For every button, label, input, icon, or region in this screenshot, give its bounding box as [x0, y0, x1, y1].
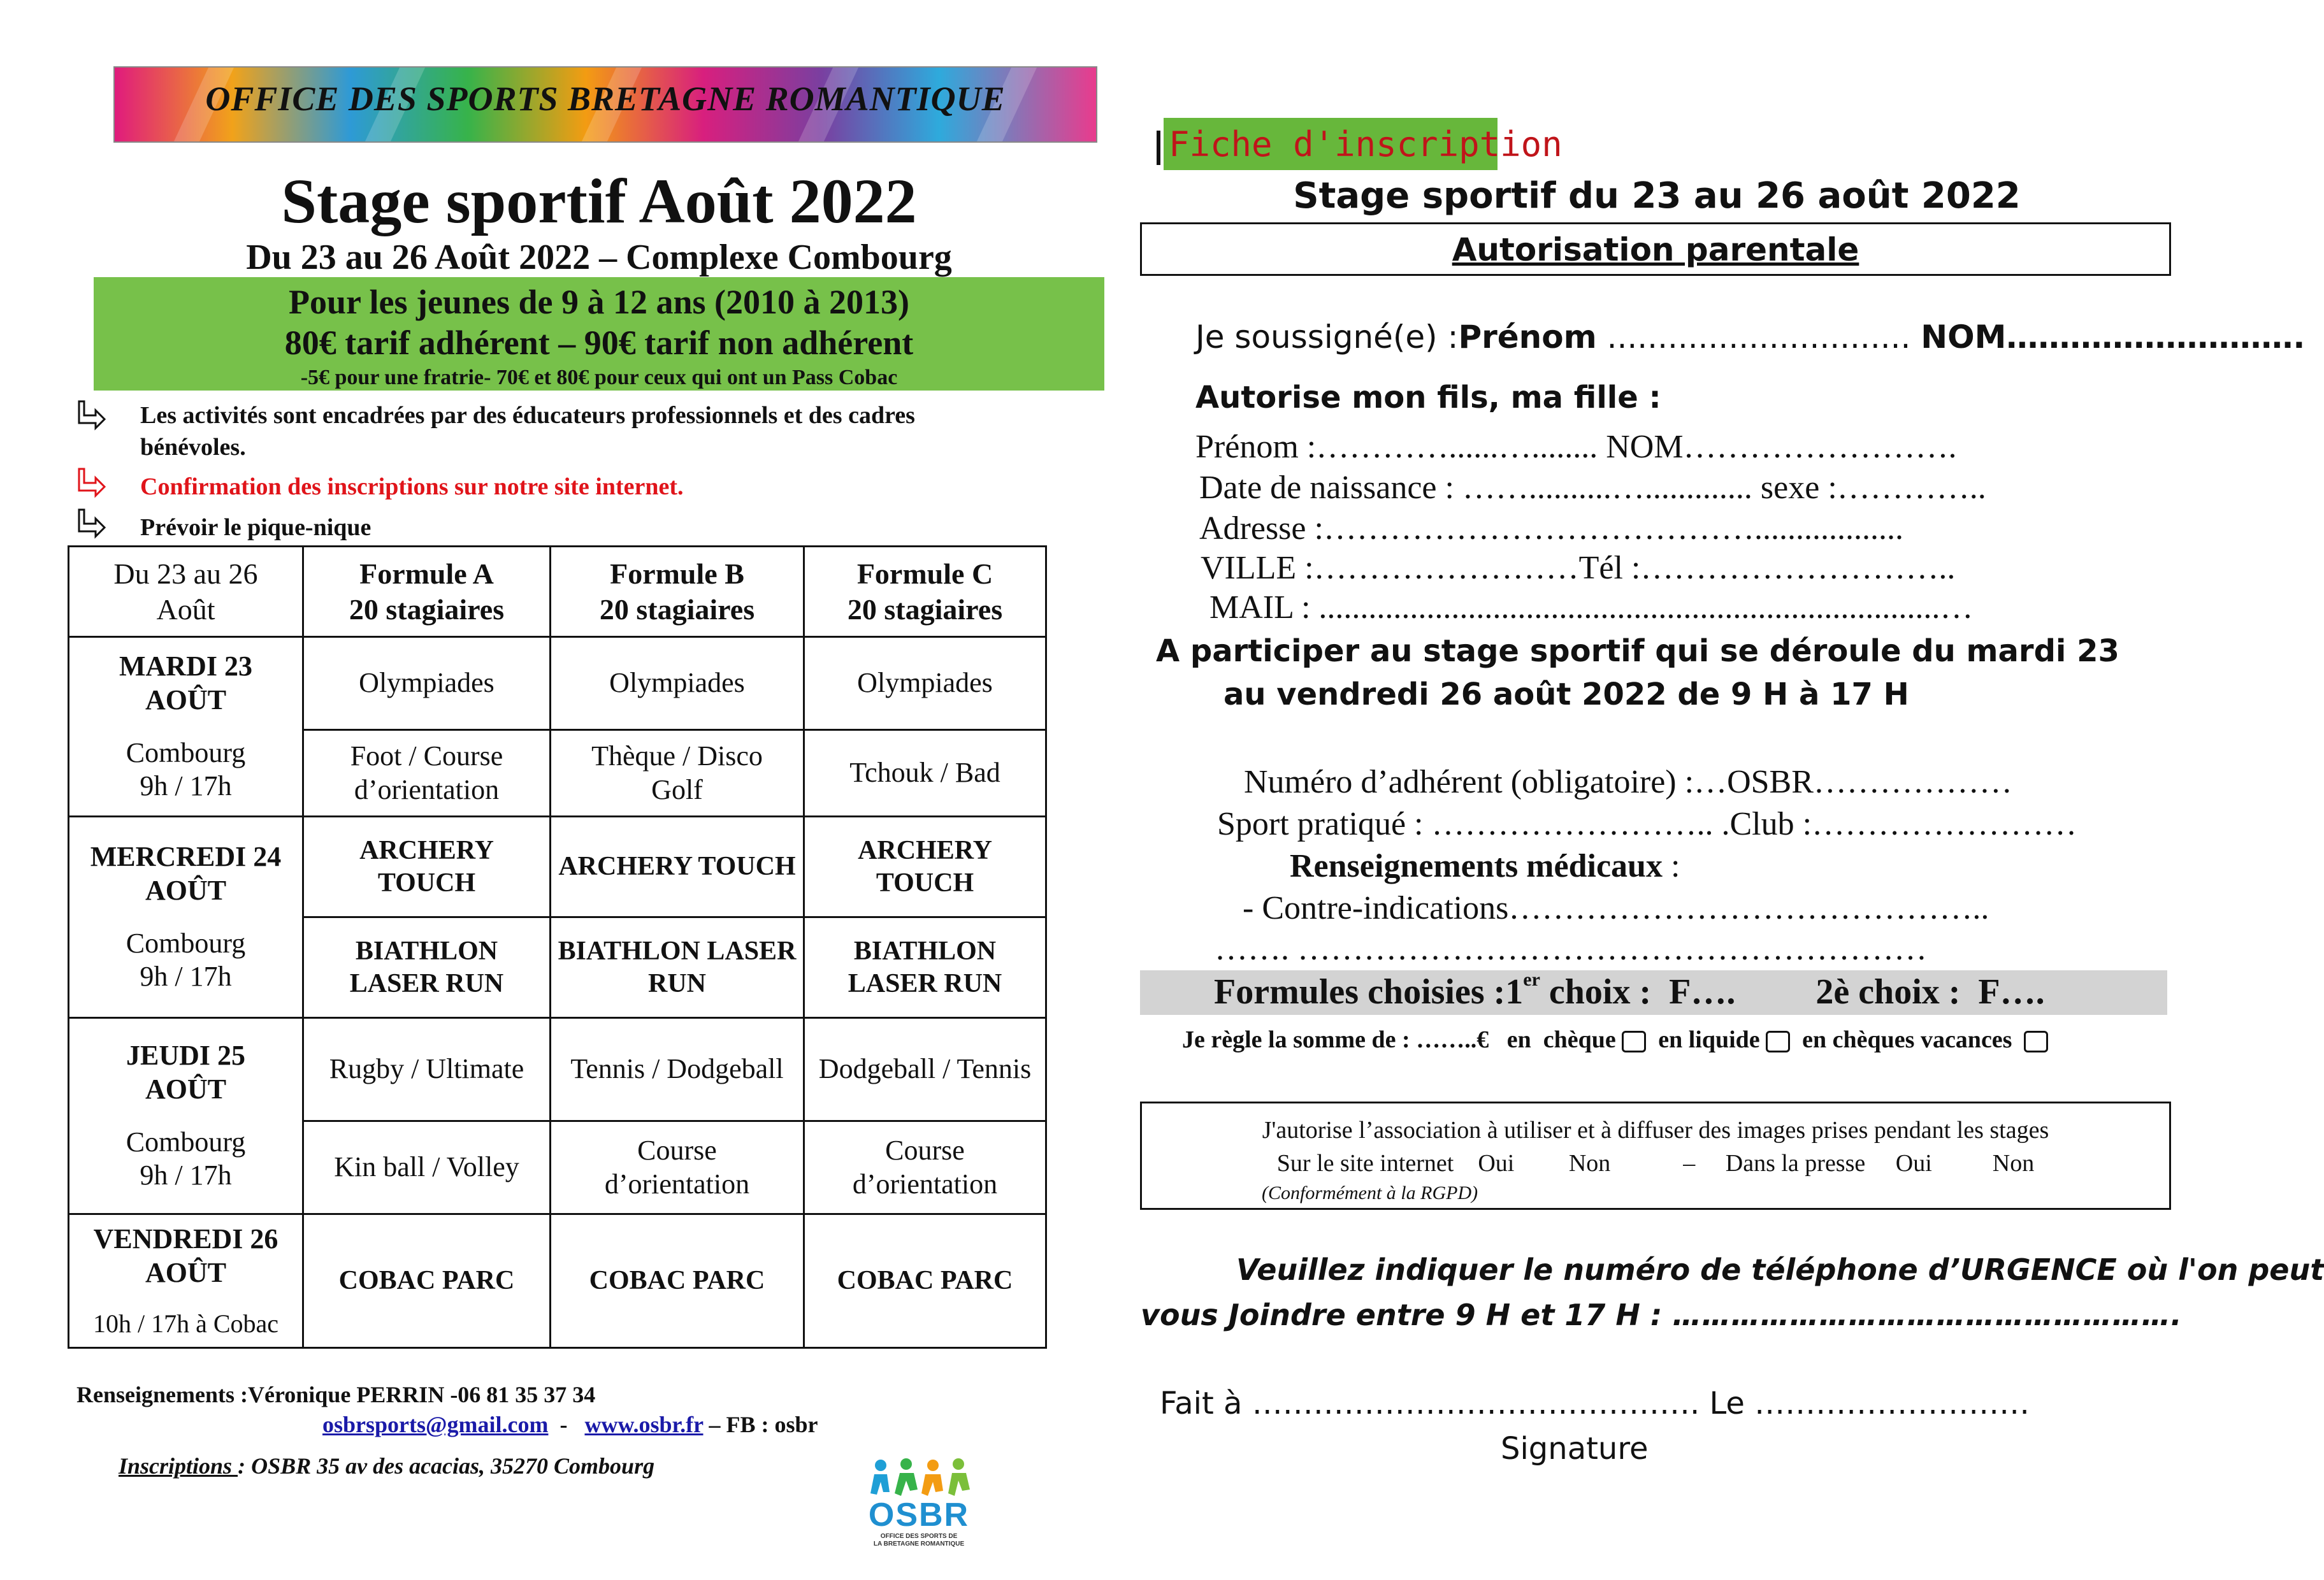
corner-line: Août	[156, 592, 215, 626]
arrow-bullet-icon	[75, 507, 107, 539]
firstname-field[interactable]: ..............................	[1596, 319, 1921, 356]
note-text-confirmation: Confirmation des inscriptions sur notre site internet.	[140, 473, 684, 500]
activity-line: BIATHLON LASER	[558, 937, 797, 966]
logo-tagline: LA BRETAGNE ROMANTIQUE	[873, 1540, 965, 1548]
text-cursor-mark	[1157, 131, 1160, 165]
table-row	[69, 637, 1046, 730]
lastname-field[interactable]: NOM……………………….	[1921, 319, 2306, 356]
inscription-text: : OSBR 35 av des acacias, 35270 Combourg	[238, 1453, 655, 1479]
signature-label: Signature	[1501, 1431, 1649, 1467]
day-name: VENDREDI 26	[93, 1223, 278, 1254]
cash-label: en liquide	[1646, 1026, 1766, 1053]
day-cell	[69, 1214, 303, 1348]
medical-heading	[1290, 847, 1680, 885]
vouchers-payment-checkbox[interactable]	[2024, 1031, 2048, 1052]
activity-line: d’orientation	[604, 1168, 750, 1200]
day-place: Combourg	[126, 1126, 246, 1158]
activity-cell: Olympiades	[804, 637, 1046, 730]
pricing-box	[94, 277, 1104, 391]
place-date-field[interactable]: Fait à ………………………….…………. Le ………………………	[1160, 1386, 2030, 1421]
day-cell	[69, 1018, 303, 1214]
logo-text: OSBR	[868, 1497, 970, 1533]
emergency-instruction: Veuillez indiquer le numéro de téléphone d’URGENCE où l'on peut	[1236, 1253, 2324, 1287]
activity-line: Kin ball / Volley	[334, 1151, 519, 1183]
pricing-age: Pour les jeunes de 9 à 12 ans (2010 à 2013)	[288, 283, 909, 321]
day-cell	[69, 817, 303, 1018]
activity-cell	[804, 1121, 1046, 1214]
vouchers-label: en chèques vacances	[1790, 1026, 2024, 1053]
arrow-bullet-icon	[75, 399, 107, 431]
sport-club-field[interactable]: Sport pratiqué : …………………….. .Club :……………………	[1217, 806, 2077, 842]
formulas-label: Formules choisies :1	[1214, 972, 1524, 1012]
table-row	[69, 1214, 1046, 1348]
activity-cell: Tennis / Dodgeball	[551, 1018, 804, 1121]
table-corner-cell	[69, 547, 303, 637]
day-hours: 9h / 17h	[140, 961, 232, 993]
authorization-box	[1140, 222, 2171, 276]
activity-line: TOUCH	[377, 868, 476, 898]
formula-capacity: 20 stagiaires	[349, 592, 505, 626]
table-row	[69, 817, 1046, 917]
formula-capacity: 20 stagiaires	[847, 592, 1003, 626]
banner-title: OFFICE DES SPORTS BRETAGNE ROMANTIQUE	[205, 80, 1006, 118]
day-name: JEUDI 25	[126, 1039, 246, 1071]
activity-line: ARCHERY TOUCH	[558, 852, 796, 882]
activity-cell: Dodgeball / Tennis	[804, 1018, 1046, 1121]
activity-cell	[303, 730, 551, 817]
formulas-choices[interactable]: choix : F…. 2è choix : F….	[1540, 972, 2045, 1012]
formula-name: Formule B	[610, 557, 744, 591]
image-rights-text: J'autorise l’association à utiliser et à diffuser des images prises pendant les stages	[1262, 1117, 2049, 1144]
activity-line: Foot / Course	[350, 740, 503, 772]
activity-cell	[551, 917, 804, 1018]
formula-header	[804, 547, 1046, 637]
day-place: Combourg	[126, 736, 246, 768]
activity-cell	[804, 917, 1046, 1018]
member-number-field[interactable]: Numéro d’adhérent (obligatoire) :…OSBR………………	[1244, 764, 2012, 800]
activity-cell: Rugby / Ultimate	[303, 1018, 551, 1121]
day-month: AOÛT	[145, 1073, 227, 1105]
facebook-text: – FB : osbr	[703, 1412, 818, 1437]
activity-line: d’orientation	[354, 773, 500, 805]
signatory-label: Je soussigné(e) :	[1195, 319, 1459, 356]
authorize-label: Autorise mon fils, ma fille :	[1195, 380, 1661, 415]
activity-cell: Olympiades	[551, 637, 804, 730]
note-text-cont: bénévoles.	[140, 434, 246, 461]
birthdate-field[interactable]: Date de naissance : ……..........…............. sexe :…………..	[1199, 470, 1986, 506]
osbr-logo	[862, 1456, 976, 1549]
activity-line: BIATHLON	[853, 937, 997, 966]
formula-name: Formule C	[856, 557, 993, 591]
contraindications-field[interactable]: - Contre-indications……………………………………..	[1243, 890, 1989, 926]
formula-name: Formule A	[359, 557, 494, 591]
day-hours: 9h / 17h	[140, 1160, 232, 1191]
activity-cell	[804, 730, 1046, 817]
activity-cell	[303, 817, 551, 917]
medical-colon: :	[1662, 848, 1680, 884]
email-link[interactable]: osbrsports@gmail.com	[322, 1412, 549, 1437]
contact-links	[322, 1411, 818, 1438]
cash-payment-checkbox[interactable]	[1766, 1031, 1790, 1052]
page-subtitle: Du 23 au 26 Août 2022 – Complexe Combourg	[246, 238, 952, 277]
activity-cell	[804, 817, 1046, 917]
payment-line	[1182, 1026, 2048, 1054]
day-month: AOÛT	[145, 874, 227, 906]
table-header-row	[69, 547, 1046, 637]
activity-cell	[551, 730, 804, 817]
authorization-title: Autorisation parentale	[1452, 231, 1859, 268]
activity-line: Tchouk / Bad	[849, 757, 1000, 789]
activity-cell	[551, 1121, 804, 1214]
activity-line: LASER RUN	[349, 968, 504, 998]
formulas-superscript: er	[1523, 969, 1540, 990]
table-row	[69, 1018, 1046, 1121]
image-rights-options[interactable]: Sur le site internet Oui Non – Dans la presse Oui Non	[1276, 1150, 2035, 1177]
inscription-address	[119, 1453, 654, 1479]
day-month: AOÛT	[145, 1256, 227, 1288]
link-separator: -	[548, 1412, 585, 1437]
contact-info: Renseignements :Véronique PERRIN -06 81 35 37 34	[76, 1382, 596, 1407]
pricing-discounts: -5€ pour une fratrie- 70€ et 80€ pour ceux qui ont un Pass Cobac	[300, 366, 898, 389]
check-payment-checkbox[interactable]	[1622, 1031, 1646, 1052]
activity-line: Course	[637, 1134, 717, 1166]
activity-cell: COBAC PARC	[804, 1214, 1046, 1348]
corner-line: Du 23 au 26	[113, 557, 258, 591]
participation-dates: au vendredi 26 août 2022 de 9 H à 17 H	[1223, 677, 1909, 712]
address-field[interactable]: Adresse :…………………………………..................	[1199, 510, 1903, 547]
activity-line: d’orientation	[852, 1168, 998, 1200]
activity-line: RUN	[648, 968, 706, 998]
formula-capacity: 20 stagiaires	[599, 592, 755, 626]
day-place: Combourg	[126, 927, 246, 959]
firstname-label: Prénom	[1458, 319, 1597, 356]
activity-cell	[303, 917, 551, 1018]
medical-label: Renseignements médicaux	[1290, 848, 1663, 884]
city-phone-field[interactable]: VILLE :……………………Tél :………………………..	[1201, 550, 1956, 586]
activity-line: BIATHLON	[355, 937, 498, 966]
activity-line: TOUCH	[876, 868, 974, 898]
activity-cell: COBAC PARC	[551, 1214, 804, 1348]
banner	[113, 66, 1097, 143]
mail-field[interactable]: MAIL : ...........................................................................…	[1209, 589, 1974, 626]
day-cell	[69, 637, 303, 817]
activity-line: Golf	[651, 773, 703, 805]
signatory-line	[1195, 319, 2305, 356]
activity-cell: Olympiades	[303, 637, 551, 730]
activity-cell	[551, 817, 804, 917]
website-link[interactable]: www.osbr.fr	[584, 1412, 704, 1437]
page-title: Stage sportif Août 2022	[281, 166, 917, 236]
form-stage-title: Stage sportif du 23 au 26 août 2022	[1293, 175, 2021, 217]
activity-line: ARCHERY	[858, 836, 992, 866]
activity-line: Thèque / Disco	[591, 740, 763, 772]
note-text-picnic: Prévoir le pique-nique	[140, 514, 372, 541]
formulas-choice	[1214, 969, 2045, 1012]
activity-line: ARCHERY	[359, 836, 494, 866]
activity-line: Course	[885, 1134, 965, 1166]
emergency-phone-field[interactable]: vous Joindre entre 9 H et 17 H : …………………………………………….	[1141, 1298, 2182, 1332]
note-text: Les activités sont encadrées par des éducateurs professionnels et des cadres	[140, 402, 915, 429]
rgpd-note: (Conformément à la RGPD)	[1262, 1182, 1478, 1203]
inscription-label: Inscriptions	[119, 1453, 238, 1479]
schedule-table	[68, 545, 1047, 1349]
formula-header	[303, 547, 551, 637]
activity-line: LASER RUN	[848, 968, 1002, 998]
payment-label: Je règle la somme de : ……..€ en chèque	[1182, 1026, 1622, 1053]
arrow-bullet-icon	[75, 466, 107, 498]
day-hours: 9h / 17h	[140, 770, 232, 802]
form-heading: Fiche d'inscription	[1169, 124, 1563, 164]
pricing-rates: 80€ tarif adhérent – 90€ tarif non adhérent	[284, 324, 914, 362]
image-rights-box	[1140, 1102, 2171, 1210]
logo-tagline: OFFICE DES SPORTS DE	[880, 1533, 958, 1540]
day-month: AOÛT	[145, 684, 227, 715]
day-place: 10h / 17h à Cobac	[92, 1309, 279, 1339]
child-name-field[interactable]: Prénom :…………......…........ NOM…………………….	[1195, 429, 1957, 465]
formula-header	[551, 547, 804, 637]
day-name: MERCREDI 24	[90, 840, 282, 872]
contraindications-continued[interactable]: ……. …………………………………………………	[1215, 931, 1927, 967]
activity-cell: COBAC PARC	[303, 1214, 551, 1348]
day-name: MARDI 23	[119, 650, 252, 682]
participation-text: A participer au stage sportif qui se déroule du mardi 23	[1156, 633, 2119, 669]
activity-cell	[303, 1121, 551, 1214]
